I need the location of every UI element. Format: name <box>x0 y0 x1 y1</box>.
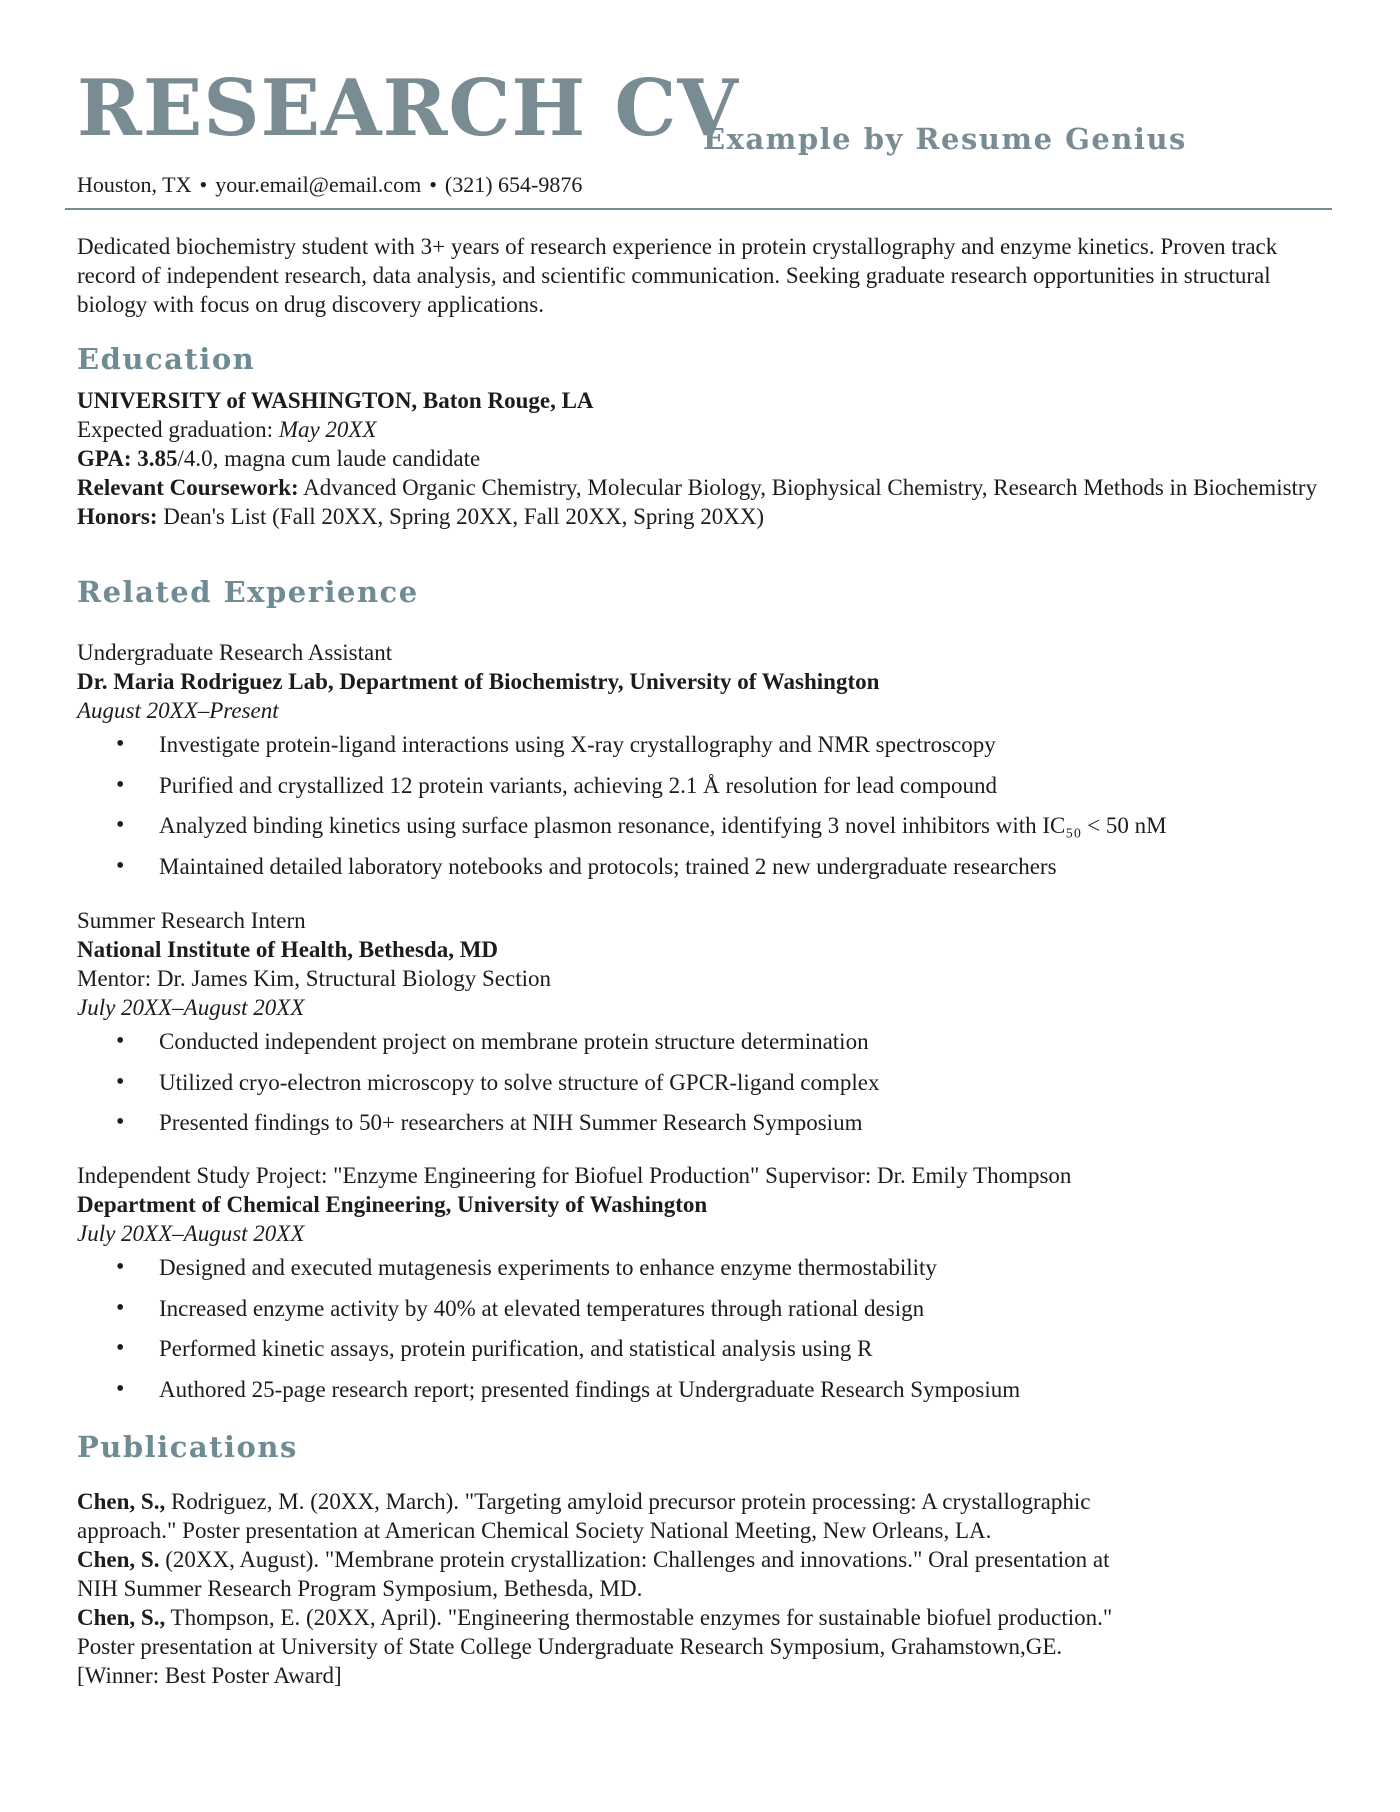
job-dates: July 20XX–August 20XX <box>77 1221 305 1246</box>
bullet-item: • Performed kinetic assays, protein purification, and statistical analysis using R <box>77 1334 1322 1375</box>
publication-item <box>77 1487 1147 1545</box>
publication-text: Rodriguez, M. (20XX, March). "Targeting amyloid precursor protein processing: A crystallographic approach." Poster presentation at American Chemical Society National Meeting, New Orleans, LA. <box>77 1489 1091 1543</box>
page-title: RESEARCH CV <box>77 63 739 154</box>
graduation-label: Expected graduation: <box>77 417 274 442</box>
education-school: UNIVERSITY of WASHINGTON, Baton Rouge, LA <box>77 388 594 413</box>
bullet-item: • Conducted independent project on membrane protein structure determination <box>77 1027 1322 1068</box>
contact-separator: • <box>429 172 437 197</box>
honors-label: Honors: <box>77 504 158 529</box>
experience-item-1 <box>77 638 1322 892</box>
job-dates: July 20XX–August 20XX <box>77 995 305 1020</box>
bullet-item: • Investigate protein-ligand interactions using X-ray crystallography and NMR spectroscopy <box>77 730 1322 771</box>
publication-item <box>77 1603 1147 1690</box>
education-heading: Education <box>77 342 256 376</box>
graduation-date: May 20XX <box>278 417 377 442</box>
publication-author: Chen, S., <box>77 1489 166 1514</box>
education-section <box>77 386 1322 531</box>
contact-phone[interactable]: (321) 654-9876 <box>444 172 583 197</box>
job-org: Dr. Maria Rodriguez Lab, Department of Biochemistry, University of Washington <box>77 669 880 694</box>
gpa-rest: /4.0, magna cum laude candidate <box>177 446 481 471</box>
job-bullets <box>77 730 1322 892</box>
experience-item-2 <box>77 906 1322 1149</box>
publication-item <box>77 1545 1147 1603</box>
experience-item-3 <box>77 1161 1322 1415</box>
coursework-label: Relevant Coursework: <box>77 475 299 500</box>
bullet-item: • Maintained detailed laboratory notebooks and protocols; trained 2 new undergraduate researchers <box>77 852 1322 893</box>
publications-heading: Publications <box>77 1430 298 1464</box>
job-org: Department of Chemical Engineering, University of Washington <box>77 1192 708 1217</box>
bullet-item: • Analyzed binding kinetics using surface plasmon resonance, identifying 3 novel inhibitors with IC₅₀ < 50 nM <box>77 811 1322 852</box>
bullet-item: • Utilized cryo-electron microscopy to solve structure of GPCR-ligand complex <box>77 1068 1322 1109</box>
page-subtitle: Example by Resume Genius <box>703 122 1187 156</box>
contact-location: Houston, TX <box>77 172 192 197</box>
job-org: National Institute of Health, Bethesda, MD <box>77 937 499 962</box>
bullet-item: • Designed and executed mutagenesis experiments to enhance enzyme thermostability <box>77 1253 1322 1294</box>
education-coursework <box>77 473 1322 502</box>
contact-line <box>77 172 582 198</box>
publication-text: (20XX, August). "Membrane protein crystallization: Challenges and innovations." Oral presentation at NIH Summer Research Program Symposium, Bethesda, MD. <box>77 1547 1110 1601</box>
job-dates: August 20XX–Present <box>77 698 279 723</box>
job-role: Summer Research Intern <box>77 908 306 933</box>
job-role: Undergraduate Research Assistant <box>77 640 393 665</box>
cv-header <box>77 63 1322 212</box>
publication-author: Chen, S., <box>77 1605 166 1630</box>
honors-text: Dean's List (Fall 20XX, Spring 20XX, Fall 20XX, Spring 20XX) <box>163 504 765 529</box>
bullet-item: • Purified and crystallized 12 protein variants, achieving 2.1 Å resolution for lead compound <box>77 771 1322 812</box>
job-role: Independent Study Project: "Enzyme Engineering for Biofuel Production" Supervisor: Dr. Emily Thompson <box>77 1163 1072 1188</box>
coursework-text: Advanced Organic Chemistry, Molecular Biology, Biophysical Chemistry, Research Methods in Biochemistry <box>303 475 1318 500</box>
header-divider <box>65 208 1332 210</box>
contact-separator: • <box>199 172 208 197</box>
experience-heading: Related Experience <box>77 575 419 609</box>
gpa-label: GPA: 3.85 <box>77 446 178 471</box>
contact-email[interactable]: your.email@email.com <box>215 172 422 197</box>
job-bullets <box>77 1253 1322 1415</box>
education-graduation <box>77 415 1322 444</box>
bullet-item: • Presented findings to 50+ researchers at NIH Summer Research Symposium <box>77 1108 1322 1149</box>
education-honors <box>77 502 1322 531</box>
summary-paragraph: Dedicated biochemistry student with 3+ years of research experience in protein crystallography and enzyme kinetics. Proven track record of independent research, data analysis, and scientific communication. Seeking graduate research opportunities in structural biology with focus on drug discovery applications. <box>77 234 1278 317</box>
education-gpa <box>77 444 1322 473</box>
job-bullets <box>77 1027 1322 1149</box>
job-mentor: Mentor: Dr. James Kim, Structural Biology Section <box>77 966 552 991</box>
publications-list <box>77 1487 1147 1690</box>
publication-author: Chen, S. <box>77 1547 160 1572</box>
bullet-item: • Authored 25-page research report; presented findings at Undergraduate Research Symposium <box>77 1375 1322 1416</box>
publication-text: Thompson, E. (20XX, April). "Engineering thermostable enzymes for sustainable biofuel production." Poster presentation at University of State College Undergraduate Research Symposium, Grahamstown,GE. [Winner: Best Poster Award] <box>77 1605 1113 1688</box>
bullet-item: • Increased enzyme activity by 40% at elevated temperatures through rational design <box>77 1294 1322 1335</box>
